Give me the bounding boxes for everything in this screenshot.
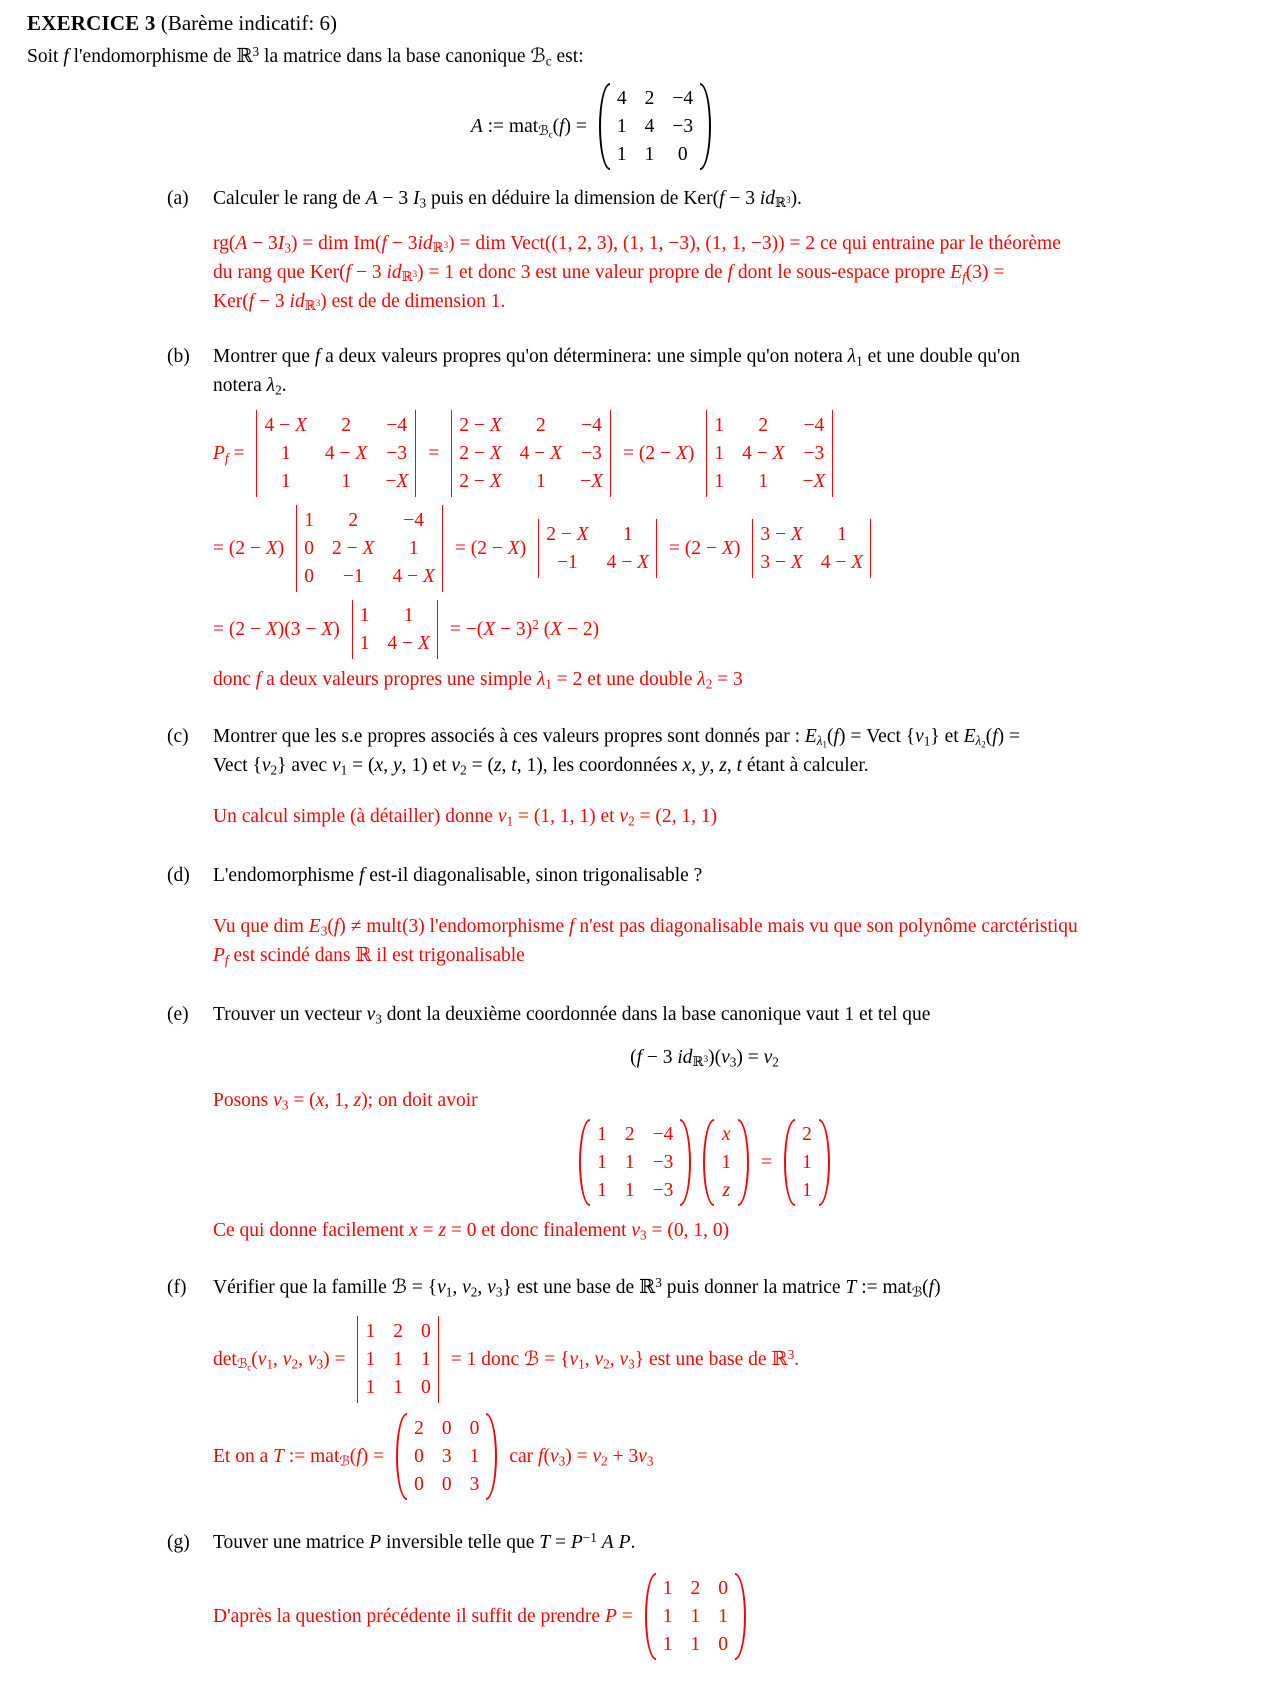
matrix-cell: 1 [597, 1124, 607, 1145]
question-a [167, 184, 1242, 213]
exercise-title-rest: (Barème indicatif: 6) [155, 11, 337, 35]
matrix-cell: 1 [365, 1377, 376, 1398]
determinant-b2 [451, 410, 611, 497]
matrix-cell: 1 [280, 471, 291, 492]
item-f [167, 1273, 1242, 1500]
matrix-cell: 4 − X [264, 415, 307, 436]
left-paren [579, 1119, 590, 1206]
right-paren [680, 1119, 691, 1206]
vector-x1z-grid [714, 1119, 738, 1206]
determinant-b3 [706, 410, 833, 497]
right-paren [700, 83, 711, 170]
matrix-cell: −1 [342, 566, 364, 587]
eq-f-minus-3id: (f − 3 $id_{ℝ^3})(v_3) = v_2$ [630, 1047, 779, 1070]
item-b [167, 342, 1242, 694]
matrix-cell: 4 − X [742, 443, 785, 464]
item-c-label: (c) [167, 726, 189, 747]
matrix-cell: 0 [414, 1446, 424, 1467]
matrix-cell: 0 [420, 1377, 431, 1398]
question-g [167, 1528, 1242, 1557]
text-line: Vu que dim $E_3(f)$ ≠ mult(3) l'endomorphisme f n'est pas diagonalisable mais vu que son polynôme carctéristiqu [213, 916, 1078, 939]
matrix-cell: 0 [420, 1321, 431, 1342]
matrix-A [599, 83, 711, 170]
matrix-cell: 2 [348, 510, 359, 531]
matrix-cell: 0 [441, 1418, 452, 1439]
right-paren [486, 1413, 497, 1500]
item-g-label: (g) [167, 1532, 190, 1553]
eq-term-pf: $P_f$ = [213, 443, 245, 466]
matrix-cell: −4 [386, 415, 408, 436]
matrix-cell: 1 [662, 1606, 673, 1627]
matrix-cell: −4 [581, 415, 602, 436]
determinant-b5-grid [539, 519, 656, 578]
matrix-cell: 1 [802, 1152, 812, 1173]
matrix-T-grid [407, 1413, 486, 1500]
item-a [167, 184, 1242, 316]
determinant-b6 [752, 519, 871, 578]
vector-x1z [703, 1119, 749, 1206]
item-e-question: Trouver un vecteur $v_3$ dont la deuxième coordonnée dans la base canonique vaut 1 et tel que [213, 1004, 931, 1027]
det-bar-right [870, 519, 871, 578]
matrix-cell: 1 [837, 524, 847, 545]
matrix-cell: 2 [758, 415, 769, 436]
left-paren [599, 83, 610, 170]
question-f [167, 1273, 1242, 1302]
matrix-cell: 3 − X [760, 552, 803, 573]
matrix-M [579, 1119, 691, 1206]
item-g-question: Touver une matrice P inversible telle que $T = P^{-1}$ A P. [213, 1530, 636, 1553]
det-bar-right [610, 410, 611, 497]
determinant-b6-grid [753, 519, 870, 578]
matrix-cell: −X [802, 471, 826, 492]
eq-term-factor: = (2 − X) [454, 538, 527, 559]
matrix-cell: 0 [414, 1474, 424, 1495]
matrix-cell: 3 [469, 1474, 480, 1495]
matrix-cell: 1 [420, 1349, 431, 1370]
matrix-cell: 1 [469, 1446, 480, 1467]
item-f-T-row [213, 1413, 1242, 1500]
right-paren [819, 1119, 830, 1206]
eq-term-factor: = (2 − X)(3 − X) [213, 619, 340, 640]
matrix-cell: 1 [597, 1152, 607, 1173]
intro-text: Soit f l'endomorphisme de ℝ$^3$ la matrice dans la base canonique ℬ$_c$ est: [27, 44, 584, 69]
matrix-cell: 2 [802, 1124, 812, 1145]
matrix-cell: 1 [403, 605, 414, 626]
det-bar-right [656, 519, 657, 578]
matrix-M-grid [590, 1119, 680, 1206]
right-paren [738, 1119, 749, 1206]
item-a-solution [213, 229, 1242, 316]
matrix-A-grid [610, 83, 700, 170]
item-e-matrix-equation [167, 1119, 1242, 1206]
matrix-cell: 2 − X [459, 471, 502, 492]
item-b-conclusion: donc f a deux valeurs propres une simple $\lambda_1 = 2$ et une double $\lambda_2 = 3$ [213, 669, 743, 692]
matrix-cell: 1 [718, 1606, 728, 1627]
matrix-cell: 1 [393, 1377, 403, 1398]
matrix-cell: 0 [469, 1418, 480, 1439]
matrix-cell: 4 [644, 116, 655, 137]
matrix-cell: −4 [803, 415, 825, 436]
matrix-cell: 1 [304, 510, 315, 531]
T-lhs: Et on a T := mat$_ℬ$(f) = [213, 1446, 385, 1469]
exercise-title [27, 8, 1252, 38]
left-paren [784, 1119, 795, 1206]
eq-term-factor: = (2 − X) [213, 538, 285, 559]
matrix-cell: 1 [597, 1180, 607, 1201]
matrix-cell: 1 [365, 1321, 376, 1342]
P-lhs: D'après la question précédente il suffit de prendre P = [213, 1606, 633, 1627]
matrix-cell: 1 [341, 471, 351, 492]
matrix-cell: 2 [341, 415, 351, 436]
matrix-cell: 2 − X [459, 443, 502, 464]
matrix-cell: 1 [758, 471, 769, 492]
item-d-question: L'endomorphisme f est-il diagonalisable, sinon trigonalisable ? [213, 865, 703, 886]
item-d-label: (d) [167, 865, 190, 886]
item-a-question: Calculer le rang de A − 3 $I_3$ puis en déduire la dimension de Ker(f − 3 $id_{ℝ^3}$). [213, 188, 802, 211]
det-bar-right [438, 1316, 439, 1403]
item-f-question: Vérifier que la famille ℬ = {$v_1$, $v_2$, $v_3$} est une base de ℝ$^3$ puis donner la matrice T := mat$_ℬ$(f) [213, 1275, 941, 1300]
item-c-question [213, 722, 1242, 780]
matrix-cell: 4 − X [820, 552, 864, 573]
char-poly-line-2 [213, 505, 1242, 592]
matrix-cell: 0 [304, 538, 315, 559]
text-line: Montrer que les s.e propres associés à ces valeurs propres sont donnés par : $E_{\lambda_1}(f)$ = Vect $\{v_1\}$ et $E_{\lambda_2}(f)$ = [213, 726, 1021, 750]
matrix-cell: 0 [677, 144, 688, 165]
matrix-cell: 1 [714, 471, 725, 492]
item-g-P-row [213, 1573, 1242, 1660]
item-e-label: (e) [167, 1004, 189, 1025]
text-line: Vect $\{v_2\}$ avec $v_1 = (x$, y, 1) et $v_2 = (z$, t, 1), les coordonnées x, y, z, t étant à calculer. [213, 755, 869, 778]
matrix-cell: −3 [672, 116, 694, 137]
det-bar-right [832, 410, 833, 497]
matrix-cell: 3 [441, 1446, 452, 1467]
item-e-posons: Posons $v_3 = (x$, 1, z); on doit avoir [213, 1090, 478, 1113]
matrix-cell: 4 − X [606, 552, 650, 573]
matrix-cell: x [721, 1124, 731, 1145]
matrix-A-display [27, 83, 1155, 170]
item-b-question [213, 342, 1242, 400]
determinant-b5 [538, 519, 657, 578]
vector-211 [784, 1119, 830, 1206]
matrix-cell: 1 [714, 443, 725, 464]
left-paren [645, 1573, 656, 1660]
vector-211-grid [795, 1119, 819, 1206]
matrix-cell: 2 [624, 1124, 635, 1145]
matrix-cell: 1 [616, 144, 627, 165]
matrix-P-grid [656, 1573, 735, 1660]
det-bar-right [442, 505, 443, 592]
matrix-cell: 4 [616, 88, 627, 109]
matrix-cell: −4 [403, 510, 425, 531]
matrix-cell: −3 [386, 443, 408, 464]
matrix-cell: 0 [718, 1578, 728, 1599]
matrix-cell: −3 [803, 443, 825, 464]
item-c [167, 722, 1242, 831]
matrix-cell: 1 [359, 605, 370, 626]
item-e [167, 1000, 1242, 1245]
text-line: Ker(f − 3 $id_{ℝ^3}$) est de de dimension 1. [213, 291, 506, 314]
matrix-cell: 1 [616, 116, 627, 137]
matrix-cell: 0 [441, 1474, 452, 1495]
text-line: $rg(A - 3I_3)$ = dim $Im(f - 3id_{ℝ^3})$ = dim Vect((1, 2, 3), (1, 1, −3), (1, 1, −3)) = 2 ce qui entraine par le théorème [213, 233, 1061, 256]
matrix-cell: 0 [304, 566, 315, 587]
right-paren [735, 1573, 746, 1660]
determinant-f-grid [358, 1316, 437, 1403]
item-e-display-eq [167, 1043, 1242, 1072]
matrix-cell: 1 [802, 1180, 812, 1201]
matrix-cell: −1 [557, 552, 578, 573]
eq-term-factor: = (2 − X) [623, 443, 695, 464]
determinant-f [357, 1316, 438, 1403]
determinant-b7 [352, 600, 438, 659]
eq-equals: = [761, 1152, 773, 1173]
T-rhs: car $f(v_3) = v_2 + 3v_3$ [509, 1446, 654, 1469]
matrix-cell: 1 [408, 538, 419, 559]
item-d-solution [213, 912, 1242, 970]
matrix-cell: −4 [672, 88, 694, 109]
matrix-cell: 1 [624, 1152, 635, 1173]
matrix-cell: 4 − X [324, 443, 368, 464]
matrix-cell: 3 − X [760, 524, 803, 545]
char-poly-line-3 [213, 600, 1242, 659]
eq-term-result: = $-(X - 3)^2$ (X − 2) [449, 617, 600, 640]
item-g [167, 1528, 1242, 1660]
determinant-b3-grid [707, 410, 832, 497]
matrix-cell: −X [580, 471, 604, 492]
matrix-cell: 2 − X [546, 524, 589, 545]
matrix-cell: −X [385, 471, 409, 492]
item-a-label: (a) [167, 188, 189, 209]
exercise-title-bold: EXERCICE 3 [27, 11, 156, 35]
text-line: notera $\lambda_2$. [213, 375, 287, 398]
determinant-b1 [256, 410, 416, 497]
determinant-b2-grid [452, 410, 610, 497]
matrix-cell: 1 [536, 471, 546, 492]
matrix-cell: 1 [644, 144, 655, 165]
matrix-cell: 1 [662, 1578, 673, 1599]
matrix-cell: 2 [690, 1578, 701, 1599]
det-bar-right [415, 410, 416, 497]
question-c [167, 722, 1242, 780]
matrix-cell: 1 [714, 415, 725, 436]
determinant-b1-grid [257, 410, 415, 497]
left-paren [703, 1119, 714, 1206]
text-line: $P_f$ est scindé dans ℝ il est trigonalisable [213, 945, 525, 968]
matrix-cell: z [722, 1180, 731, 1201]
matrix-cell: 1 [690, 1634, 701, 1655]
matrix-cell: 1 [359, 633, 370, 654]
det-rhs: = 1 donc ℬ = {$v_1$, $v_2$, $v_3$} est une base de ℝ$^3$. [450, 1347, 800, 1372]
item-b-label: (b) [167, 346, 190, 367]
determinant-b4 [296, 505, 443, 592]
det-bar-right [437, 600, 438, 659]
matrix-cell: 2 − X [332, 538, 375, 559]
char-poly-line-1 [213, 410, 1242, 497]
matrix-cell: 2 [644, 88, 655, 109]
item-d [167, 861, 1242, 970]
matrix-cell: 0 [718, 1634, 728, 1655]
matrix-cell: 2 − X [459, 415, 502, 436]
determinant-b7-grid [353, 600, 437, 659]
text-line: Montrer que f a deux valeurs propres qu'on déterminera: une simple qu'on notera $\lambda_1$ et une double qu'on [213, 346, 1021, 369]
matrix-cell: 1 [721, 1152, 732, 1173]
left-paren [396, 1413, 407, 1500]
matrix-cell: −3 [652, 1152, 674, 1173]
matrix-cell: 1 [662, 1634, 673, 1655]
item-f-det-row [213, 1316, 1242, 1403]
eq-term-factor: = (2 − X) [669, 538, 741, 559]
matrix-cell: 2 [393, 1321, 403, 1342]
matrix-cell: 1 [365, 1349, 376, 1370]
matrix-cell: −3 [581, 443, 602, 464]
det-lhs: $\det_{ℬ_c}(v_1$, $v_2$, $v_3$) = [213, 1349, 346, 1373]
matrix-cell: 1 [690, 1606, 701, 1627]
question-d [167, 861, 1242, 890]
item-c-solution: Un calcul simple (à détailler) donne $v_1 = (1$, 1, 1) et $v_2 = (2$, 1, 1) [213, 806, 718, 829]
matrix-cell: 4 − X [392, 566, 435, 587]
matrix-cell: −3 [652, 1180, 674, 1201]
question-b [167, 342, 1242, 400]
matrix-A-lhs: A := mat$_{ℬ_c}$(f) = [470, 116, 587, 140]
matrix-cell: −4 [652, 1124, 674, 1145]
determinant-b4-grid [297, 505, 442, 592]
matrix-T [396, 1413, 497, 1500]
item-f-label: (f) [167, 1277, 187, 1298]
matrix-cell: 1 [622, 524, 633, 545]
matrix-P [645, 1573, 746, 1660]
matrix-cell: 2 [536, 415, 546, 436]
matrix-cell: 4 − X [387, 633, 430, 654]
item-e-conclusion: Ce qui donne facilement x = z = 0 et donc finalement $v_3 = (0$, 1, 0) [213, 1220, 730, 1243]
matrix-cell: 1 [393, 1349, 403, 1370]
matrix-cell: 2 [414, 1418, 424, 1439]
matrix-cell: 4 − X [519, 443, 563, 464]
eq-term-equals: = [428, 443, 440, 464]
matrix-cell: 1 [280, 443, 291, 464]
text-line: du rang que Ker(f − 3 $id_{ℝ^3}) = 1$ et donc 3 est une valeur propre de f dont le sous-espace propre $E_f(3)$ = [213, 262, 1005, 285]
question-e [167, 1000, 1242, 1029]
matrix-cell: 1 [624, 1180, 635, 1201]
